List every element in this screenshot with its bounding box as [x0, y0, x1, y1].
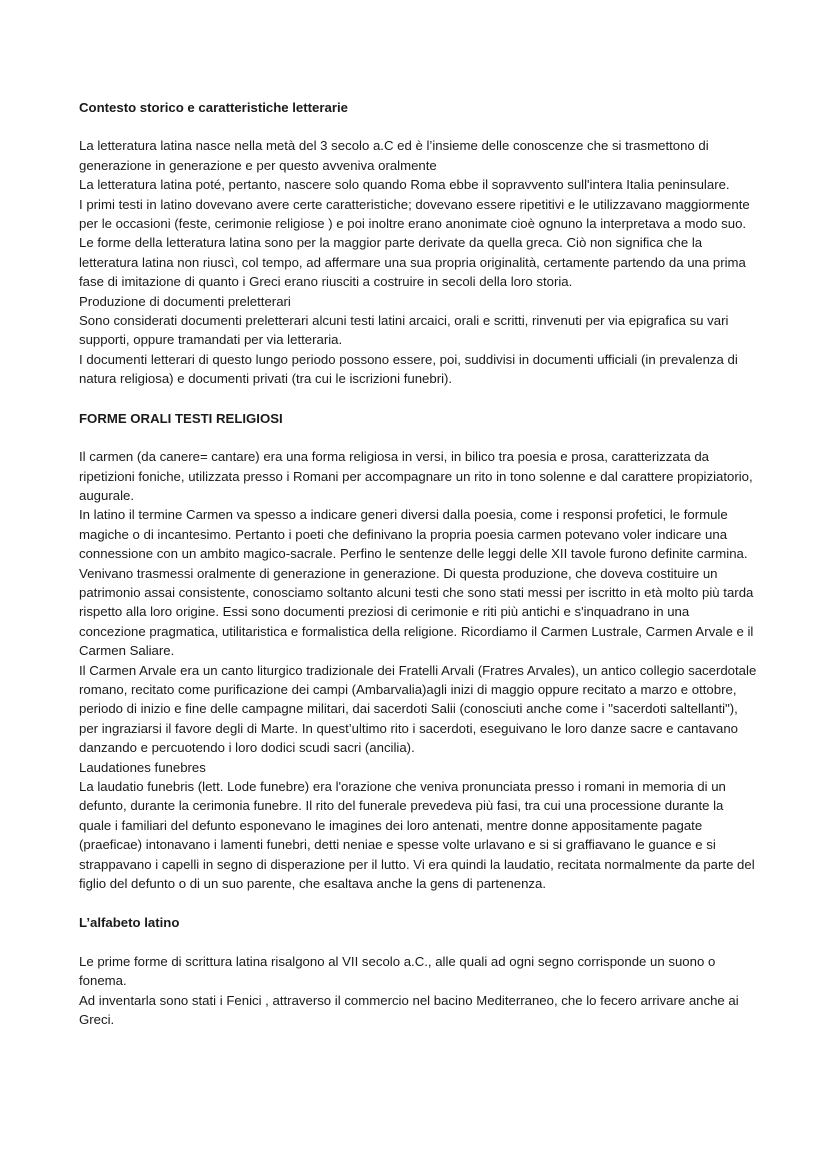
paragraph: I documenti letterari di questo lungo periodo possono essere, poi, suddivisi in documenti ufficiali (in prevalenza di natura religiosa) e documenti privati (tra cui le iscrizioni funebri).: [79, 351, 738, 387]
section-heading: Contesto storico e caratteristiche letterarie: [79, 100, 348, 115]
section-heading: L’alfabeto latino: [79, 915, 180, 931]
paragraph: Sono considerati documenti preletterari alcuni testi latini arcaici, orali e scritti, rinvenuti per via epigrafica su vari supporti, oppure tramandati per via letteraria.: [79, 313, 729, 348]
paragraph: Le forme della letteratura latina sono per la maggior parte derivate da quella greca. Ciò non significa che la letteratura latina non riuscì, col tempo, ad affermare una sua propria originalità, certamente partendo da una prima fase di imitazione di quanto i Greci erano riusciti a costruire in secoli della loro storia.: [79, 235, 746, 290]
section-alfabeto-latino: [79, 913, 759, 1029]
paragraph: Il carmen (da canere= cantare) era una forma religiosa in versi, in bilico tra poesia e prosa, caratterizzata da ripetizioni foniche, utilizzata presso i Romani per accompagnare un rito in tono solenne e dal carattere propiziatorio, augurale.: [79, 449, 753, 503]
paragraph: Ad inventarla sono stati i Fenici , attraverso il commercio nel bacino Mediterraneo, che lo fecero arrivare anche ai Greci.: [79, 992, 739, 1028]
paragraph: Le prime forme di scrittura latina risalgono al VII secolo a.C., alle quali ad ogni segno corrisponde un suono o fonema.: [79, 953, 716, 989]
paragraph: La laudatio funebris (lett. Lode funebre) era l'orazione che veniva pronunciata presso i romani in memoria di un defunto, durante la cerimonia funebre. Il rito del funerale prevedeva più fasi, tra cui una processione durante la quale i familiari del defunto esponevano le imagines dei loro antenati, mentre donne appositamente pagate (praeficae) intonavano i lamenti funebri, detti neniae e spesse volte urlavano e si si graffiavano le guance e si strappavano i capelli in segno di disperazione per il lutto. Vi era quindi la laudatio, recitata normalmente da parte del figlio del defunto o di un suo parente, che esaltava anche la gens di partenenza.: [79, 779, 755, 892]
section-forme-orali: [79, 409, 759, 894]
paragraph: I primi testi in latino dovevano avere certe caratteristiche; dovevano essere ripetitivi e le utilizzavano maggiormente per le occasioni (feste, cerimonie religiose ) e poi inoltre erano anonimate cioè ognuno la interpretava a modo suo.: [79, 196, 750, 232]
paragraph: La letteratura latina poté, pertanto, nascere solo quando Roma ebbe il sopravvento sull'intera Italia peninsulare.: [79, 177, 730, 193]
section-contesto-storico: [79, 98, 759, 389]
section-heading: FORME ORALI TESTI RELIGIOSI: [79, 410, 283, 426]
document-page: [79, 98, 759, 1029]
subheading-laudationes: Laudationes funebres: [79, 759, 206, 775]
paragraph: Il Carmen Arvale era un canto liturgico tradizionale dei Fratelli Arvali (Fratres Arvales), un antico collegio sacerdotale romano, recitato come purificazione dei campi (Ambarvalia)agli inizi di maggio oppure recitato a marzo e ottobre, periodo di inizio e fine delle campagne militari, dai sacerdoti Salii (conosciuti anche come i "sacerdoti saltellanti"), per ingraziarsi il favore degli di Marte. In quest’ultimo rito i sacerdoti, eseguivano le loro danze sacre e cantavano danzando e percuotendo i loro dodici scudi sacri (ancilia).: [79, 662, 757, 756]
subheading-produzione: Produzione di documenti preletterari: [79, 293, 291, 309]
paragraph: In latino il termine Carmen va spesso a indicare generi diversi dalla poesia, come i responsi profetici, le formule magiche o di incantesimo. Pertanto i poeti che definivano la propria poesia carmen potevano voler indicare una connessione con un ambito magico-sacrale. Perfino le sentenze delle leggi delle XII tavole furono definite carmina.: [79, 507, 748, 562]
paragraph: Venivano trasmessi oralmente di generazione in generazione. Di questa produzione, che doveva costituire un patrimonio assai consistente, conosciamo soltanto alcuni testi che sono stati messi per iscritto in età molto più tarda rispetto alla loro origine. Essi sono documenti preziosi di cerimonie e riti più antichi e s'inquadrano in una concezione pragmatica, utilitaristica e formalistica della religione. Ricordiamo il Carmen Lustrale, Carmen Arvale e il Carmen Saliare.: [79, 565, 754, 659]
paragraph: La letteratura latina nasce nella metà del 3 secolo a.C ed è l’insieme delle conoscenze che si trasmettono di generazione in generazione e per questo avveniva oralmente: [79, 138, 709, 173]
